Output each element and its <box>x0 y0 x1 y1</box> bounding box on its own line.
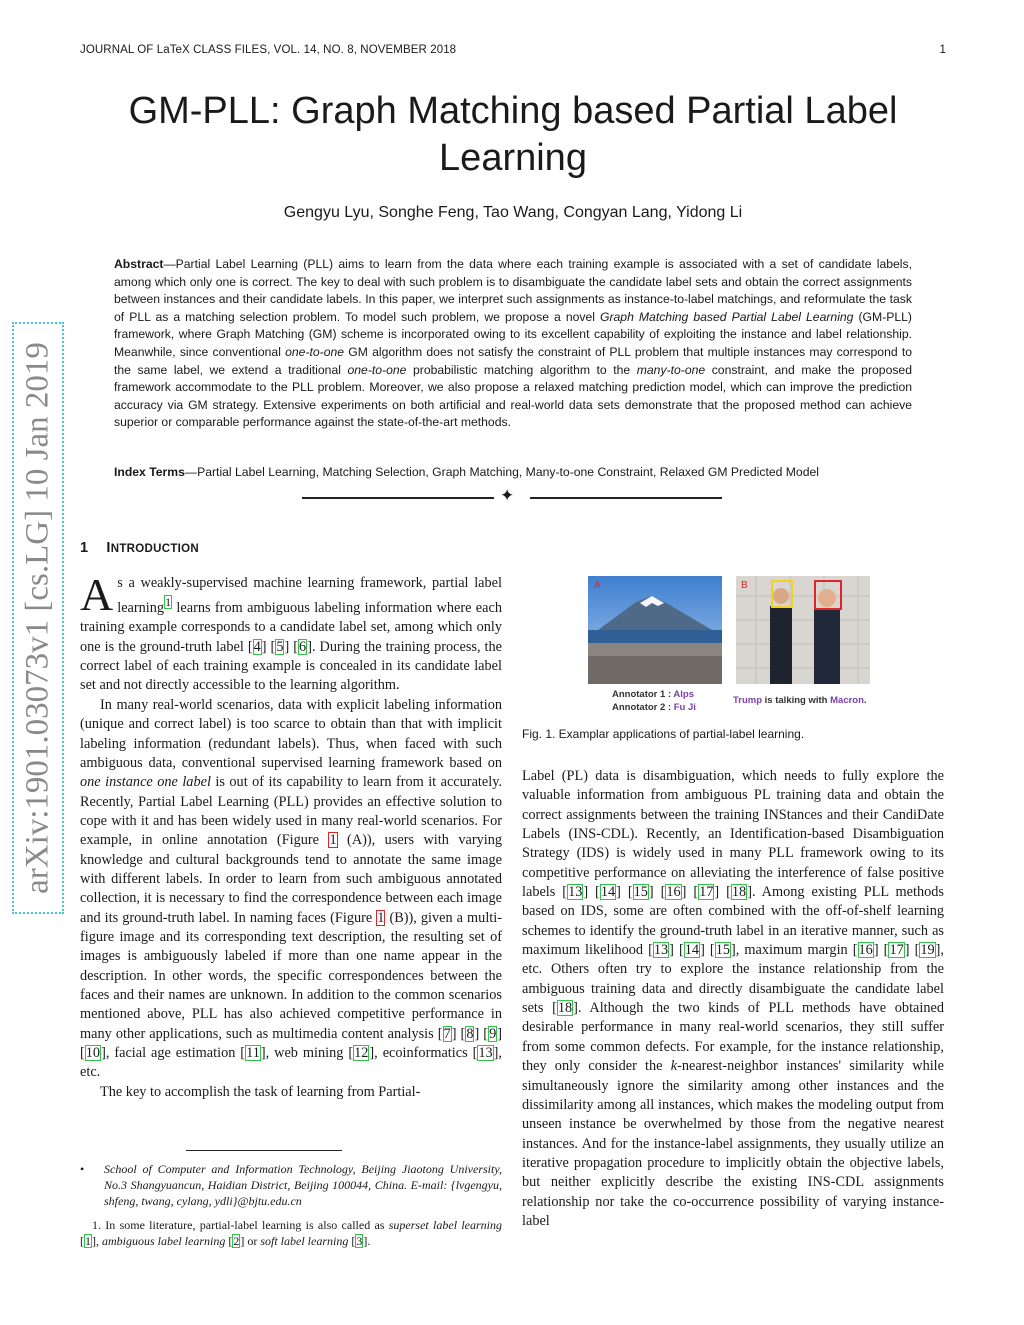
abstract-emphasis: many-to-one <box>636 362 706 377</box>
arxiv-identifier[interactable]: arXiv:1901.03073v1 [cs.LG] 10 Jan 2019 <box>19 342 56 894</box>
citation-link[interactable]: 2 <box>233 1234 240 1248</box>
bullet-icon: • <box>80 1162 85 1176</box>
citation-link[interactable]: 4 <box>253 638 261 655</box>
mountain-photo <box>588 576 722 684</box>
journal-prefix: JOURNAL OF <box>80 44 157 56</box>
citation-link[interactable]: 13 <box>653 942 669 959</box>
abstract-text: GM algorithm does not satisfy the constraint of PLL problem that multiple instances may correspond to the same label, we extend a traditional <box>114 344 912 377</box>
left-column <box>80 569 503 1102</box>
index-terms-dash: — <box>184 465 198 479</box>
abstract-text: (GM-PLL) framework, where Graph Matching (GM) scheme is incorporated owing to its excellent capability of exploiting the instance and label relationship. Meanwhile, since conventional <box>114 309 912 359</box>
citation-link[interactable]: 5 <box>276 638 284 655</box>
citation-link[interactable]: 18 <box>557 1000 573 1017</box>
abstract <box>114 256 912 432</box>
paragraph: As a weakly-supervised machine learning framework, partial label learning$^1$ learns from ambiguous labeling information where each training example corresponds to a candidate label set, among which only one is the ground-truth label [4] [5] [6]. During the training process, the correct label of each training example is concealed in its candidate label set and not directly accessible to the learning algorithm. <box>80 569 503 694</box>
citation-link[interactable]: 19 <box>920 942 935 959</box>
annotator-value: Alps <box>673 689 694 700</box>
paper-title: GM-PLL: Graph Matching based Partial Label Learning <box>128 90 898 179</box>
citation-link[interactable]: 16 <box>858 942 873 959</box>
paragraph: Label (PL) data is disambiguation, which needs to fully explore the valuable information from ambiguous PL training data and obtain the correct assignments between the training INStances and their CandiDate Labels (INS-CDL). Recently, an Identification-based Disambiguation Strategy (IDS) is widely used in many PLL framework owing to its competitive performance on alleviating the interference of false positive labels [13] [14] [15] [16] [17] [18]. Among existing PLL methods based on IDS, some are often combined with the off-of-shelf learning schemes to identify the ground-truth label in an iterative manner, such as maximum likelihood [13] [14] [15], maximum margin [16] [17] [19], etc. Others often try to explore the instance relationship from the ambiguous training data and directly disambiguate the candidate label sets [18]. Although the two kinds of PLL methods have obtained desirable performance in many real-world scenarios, they still suffer from some common defects. For example, for the instance relationship, they only consider the k-nearest-neighbor instances' similarity while simultaneously ignore the similarity among other instances and the dissimilarity among all instances, which makes the modeling output from unseen instance be overwhelmed by those from the negative nearest instances. And for the instance-label assignments, they usually utilize an iterative propagation procedure to implicitly obtain the objective labels, but neither explicitly describe the existing INS-CDL assignments relationship nor take the co-occurrence possibility of varying instance-label <box>522 768 945 1229</box>
name-highlight: Trump <box>733 695 763 706</box>
figure-link[interactable]: 1 <box>329 832 337 849</box>
abstract-emphasis: Graph Matching based Partial Label Learning <box>599 309 854 324</box>
divider-line <box>302 497 494 499</box>
citation-link[interactable]: 7 <box>443 1025 451 1042</box>
citation-link[interactable]: 14 <box>684 942 700 959</box>
abstract-emphasis: one-to-one <box>285 344 345 359</box>
latex-logo: LaTeX <box>156 44 190 56</box>
footnote: 1. In some literature, partial-label learning is also called as superset label learning [1], ambiguous label learning [2] or soft label learning [3]. <box>80 1218 502 1248</box>
citation-link[interactable]: 6 <box>299 638 307 655</box>
footnote-link[interactable]: 1 <box>165 595 172 610</box>
citation-link[interactable]: 17 <box>699 884 714 901</box>
people-photo <box>736 576 870 684</box>
footnote-rule <box>186 1150 342 1151</box>
citation-link[interactable]: 13 <box>478 1045 493 1062</box>
divider-star-icon: ✦ <box>500 486 515 505</box>
annotation-list <box>612 688 696 714</box>
index-terms <box>114 464 912 481</box>
abstract-text: constraint, and make the proposed framework accommodate to the PLL problem. Moreover, we also propose a relaxed matching prediction model, which can improve the prediction accuracy via GM strategy. Extensive experiments on both artificial and real-world data sets demonstrate that the proposed method can achieve superior or comparable performance against the state-of-the-art methods. <box>114 362 912 430</box>
citation-link[interactable]: 10 <box>85 1045 101 1062</box>
right-column <box>522 767 944 1231</box>
abstract-dash: — <box>163 257 176 271</box>
abstract-text: Partial Label Learning (PLL) aims to learn from the data where each training example is associated with a set of candidate labels, among which only one is correct. The key to deal with such problem is to disambiguate the candidate label sets and obtain the correct assignments between instances and their candidate labels. In this paper, we interpret such assignments as instance-to-label matchings, and reformulate the task of PLL as a matching selection problem. To model such problem, we propose a novel <box>114 257 912 324</box>
page-number: 1 <box>939 44 946 56</box>
section-heading <box>80 540 199 556</box>
affiliation-note <box>80 1161 502 1209</box>
section-number: 1 <box>80 540 89 556</box>
annotator-label: Annotator 1 : <box>612 689 672 700</box>
figure-caption: Fig. 1. Examplar applications of partial-label learning. <box>522 727 805 741</box>
section-divider <box>300 486 724 506</box>
citation-link[interactable]: 14 <box>600 884 616 901</box>
arxiv-stamp[interactable] <box>12 322 64 914</box>
panel-label-a: A <box>594 580 601 591</box>
abstract-text: probabilistic matching algorithm to the <box>406 362 637 377</box>
citation-link[interactable]: 18 <box>731 884 747 901</box>
citation-link[interactable]: 12 <box>354 1045 369 1062</box>
figure-link[interactable]: 1 <box>377 909 385 926</box>
citation-link[interactable]: 15 <box>715 942 730 959</box>
drop-cap: A <box>80 569 114 620</box>
paragraph: The key to accomplish the task of learning from Partial- <box>100 1083 421 1100</box>
annotator-label: Annotator 2 : <box>612 702 672 713</box>
citation-link[interactable]: 8 <box>466 1025 474 1042</box>
figure-1 <box>522 574 944 724</box>
journal-suffix: CLASS FILES, VOL. 14, NO. 8, NOVEMBER 2018 <box>189 44 457 56</box>
affiliation-text: School of Computer and Information Technology, Beijing Jiaotong University, No.3 Shangyuancun, Haidian District, Beijing 100044, China. E-mail: {lvgengyu, shfeng, twang, cylang, ydli}@bjtu.edu.cn <box>104 1162 502 1208</box>
citation-link[interactable]: 11 <box>246 1045 260 1062</box>
abstract-label: Abstract <box>114 257 164 271</box>
annotator-value: Fu Ji <box>673 702 696 713</box>
paragraph: In many real-world scenarios, data with explicit labeling information (unique and correct label) is too scarce to obtain than that with implicit labeling information (redundant labels). Thus, when faced with such ambiguous data, conventional supervised learning framework based on one instance one label is out of its capability to learn from it accurately. Recently, Partial Label Learning (PLL) provides an effective solution to cope with it and has been widely used in many real-world scenarios. For example, in online annotation (Figure 1 (A)), users with varying knowledge and cultural backgrounds tend to annotate the same image with different labels. In order to learn from such ambiguous annotated collection, it is necessary to find the correspondence between each image and its ground-truth label. In naming faces (Figure 1 (B)), given a multi-figure image and its corresponding text description, the resulting set of images is ambiguously labeled if more than one name appear in the description. In other words, the specific correspondences between the faces and their names are unknown. In addition to the common scenarios mentioned above, PLL has also achieved competitive performance in many other applications, such as multimedia content analysis [7] [8] [9] [10], facial age estimation [11], web mining [12], ecoinformatics [13], etc. <box>80 696 503 1081</box>
index-terms-text: Partial Label Learning, Matching Selection, Graph Matching, Many-to-one Constraint, Relaxed GM Predicted Model <box>197 465 819 479</box>
index-terms-label: Index Terms <box>114 465 185 479</box>
name-highlight: Macron <box>830 695 864 706</box>
citation-link[interactable]: 16 <box>666 884 681 901</box>
citation-link[interactable]: 13 <box>568 884 583 901</box>
citation-link[interactable]: 9 <box>489 1025 497 1042</box>
section-title-cap: I <box>106 540 111 556</box>
paper-authors: Gengyu Lyu, Songhe Feng, Tao Wang, Congyan Lang, Yidong Li <box>283 204 743 221</box>
citation-link[interactable]: 17 <box>889 942 904 959</box>
running-header <box>80 44 946 56</box>
section-title-rest: NTRODUCTION <box>110 543 199 555</box>
abstract-emphasis: one-to-one <box>347 362 407 377</box>
divider-line <box>530 497 722 499</box>
panel-label-b: B <box>741 580 748 591</box>
citation-link[interactable]: 3 <box>356 1234 363 1248</box>
citation-link[interactable]: 15 <box>633 884 648 901</box>
image-description: Trump is talking with Macron. <box>733 695 867 706</box>
citation-link[interactable]: 1 <box>85 1234 91 1248</box>
